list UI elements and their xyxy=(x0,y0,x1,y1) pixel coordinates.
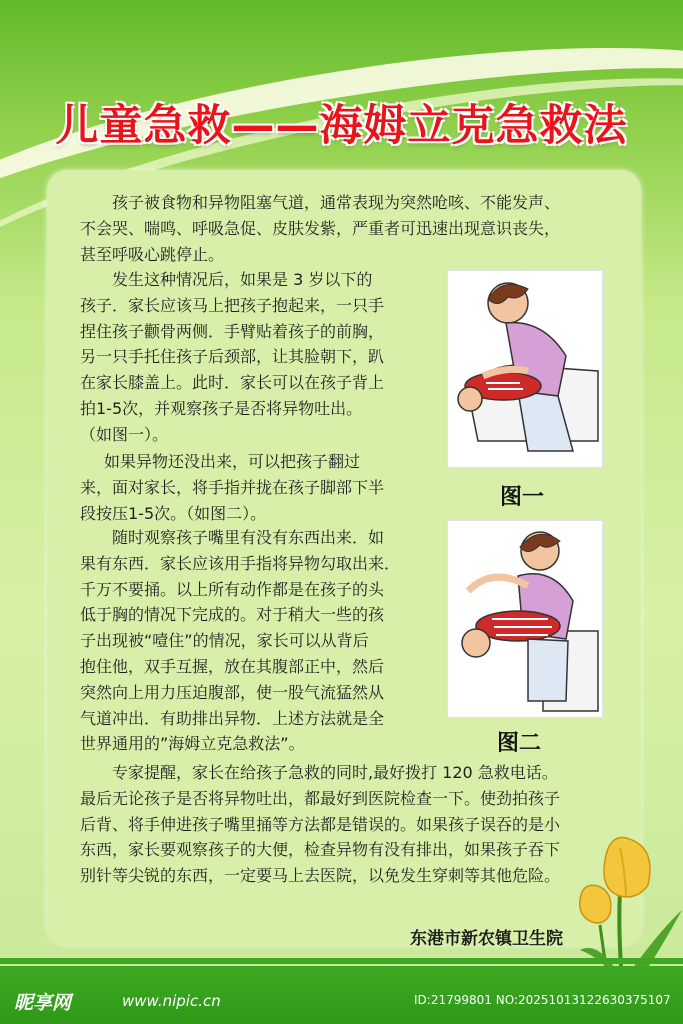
figure-2-caption: 图二 xyxy=(497,731,542,756)
chest-thrusts-illustration-icon xyxy=(448,521,602,717)
watermark-url: www.nipic.cn xyxy=(122,992,221,1010)
watermark-id: ID:21799801 NO:20251013122630375107 xyxy=(414,993,671,1007)
figure-1-caption: 图一 xyxy=(500,485,545,510)
paragraph-expert-advice: 专家提醒，家长在给孩子急救的同时,最好拨打 120 急救电话。 最后无论孩子是否将异物吐出，都最好到医院检查一下。使劲拍孩子 后背、将手伸进孩子嘴里捅等方法都是错误的。如果孩子误吞的是小 东西，家长要观察孩子的大便，检查异物有没有排出，如果孩子吞下 别针等尖锐的东西，一定要马上去医院，以免发生穿刺等其他危险。 xyxy=(80,763,561,886)
paragraph-under-three: 发生这种情况后，如果是 3 岁以下的 孩子．家长应该马上把孩子抱起来，一只手 捏住孩子颧骨两侧．手臂贴着孩子的前胸， 另一只手托住孩子后颈部，让其脸朝下，趴 在家长膝盖上。此时．家长可以在孩子背上 拍1-5次，并观察孩子是否将异物吐出。 （如图一）。 xyxy=(80,270,385,444)
poster-title: 儿童急救——海姆立克急救法 xyxy=(55,101,628,151)
figure-1-illustration xyxy=(447,270,603,468)
paragraph-flip-child: 如果异物还没出来，可以把孩子翻过 来，面对家长，将手指并拢在孩子脚部下半 段按压1-5次。（如图二）。 xyxy=(80,452,385,523)
paragraph-intro: 孩子被食物和异物阻塞气道，通常表现为突然呛咳、不能发声、 不会哭、喘鸣、呼吸急促、皮肤发紫，严重者可迅速出现意识丧失， 甚至呼吸心跳停止。 xyxy=(80,193,561,264)
figure-2-illustration xyxy=(447,520,603,718)
organization-name: 东港市新农镇卫生院 xyxy=(410,929,563,949)
back-blows-illustration-icon xyxy=(448,271,602,467)
paragraph-observe: 随时观察孩子嘴里有没有东西出来．如 果有东西．家长应该用手指将异物勾取出来． 千万不要捅。以上所有动作都是在孩子的头 低于胸的情况下完成的。对于稍大一些的孩 子出现被“噎住”的情况，家长可以从背后 抱住他，双手互握，放在其腹部正中，然后 突然向上用力压迫腹部，使一股气流猛然从 气道冲出．有助排出异物．上述方法就是全 世界通用的”海姆立克急救法”。 xyxy=(80,528,401,754)
footer-divider xyxy=(0,958,683,964)
watermark-logo: 昵享网 xyxy=(14,992,72,1014)
